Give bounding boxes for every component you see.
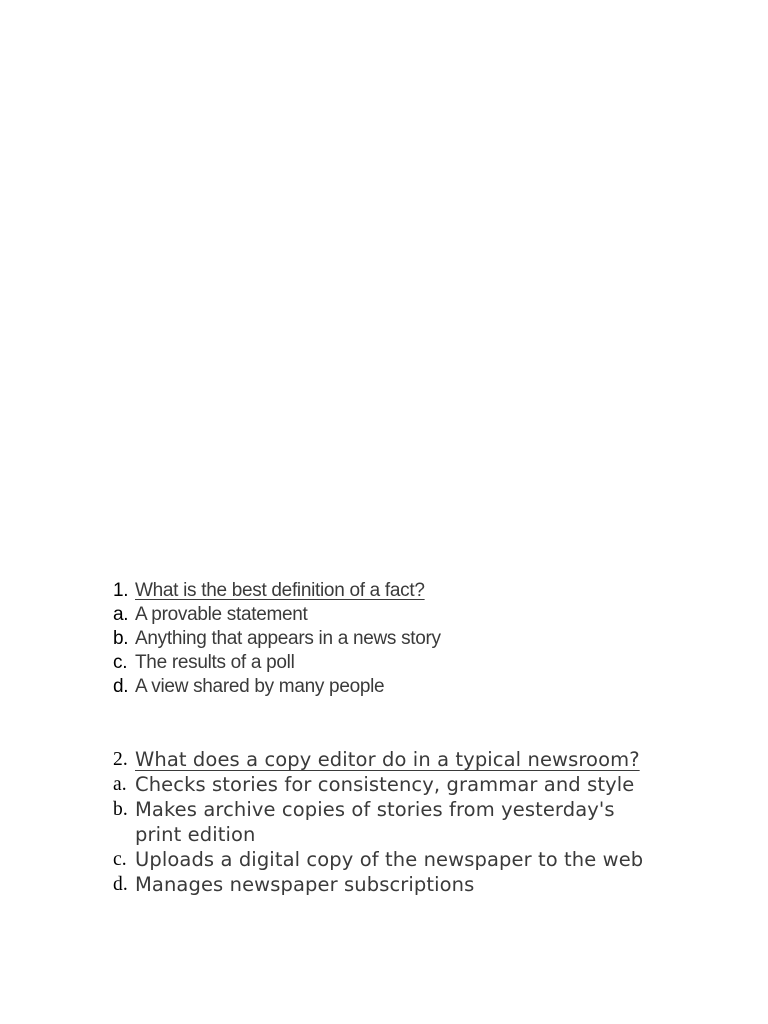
question-1	[113, 579, 753, 699]
option-letter: c.	[113, 652, 128, 673]
answer-option	[113, 797, 753, 847]
option-letter: d.	[113, 676, 129, 697]
option-letter: c.	[113, 849, 127, 870]
answer-option	[113, 603, 753, 627]
answer-option	[113, 675, 753, 699]
answer-option	[113, 651, 753, 675]
answer-option	[113, 872, 753, 897]
option-letter: b.	[113, 628, 129, 649]
option-text: A provable statement	[135, 604, 308, 625]
option-text: The results of a poll	[135, 652, 295, 673]
option-letter: d.	[113, 874, 128, 895]
answer-option	[113, 847, 753, 872]
option-letter: b.	[113, 799, 128, 820]
question-2	[113, 747, 753, 897]
question-number: 2.	[113, 749, 128, 770]
option-text: Manages newspaper subscriptions	[135, 873, 475, 896]
option-text: Anything that appears in a news story	[135, 628, 441, 649]
question-number: 1.	[113, 580, 129, 601]
option-text: Uploads a digital copy of the newspaper to the web	[135, 848, 644, 871]
option-letter: a.	[113, 604, 129, 625]
question-2-stem-row	[113, 747, 753, 772]
option-text: A view shared by many people	[135, 676, 385, 697]
option-text: Makes archive copies of stories from yesterday's print edition	[135, 798, 615, 846]
question-stem: What is the best definition of a fact?	[135, 580, 425, 601]
question-1-stem-row	[113, 579, 753, 603]
option-text: Checks stories for consistency, grammar and style	[135, 773, 635, 796]
answer-option	[113, 627, 753, 651]
answer-option	[113, 772, 753, 797]
question-stem: What does a copy editor do in a typical newsroom?	[135, 748, 640, 771]
option-letter: a.	[113, 774, 127, 795]
